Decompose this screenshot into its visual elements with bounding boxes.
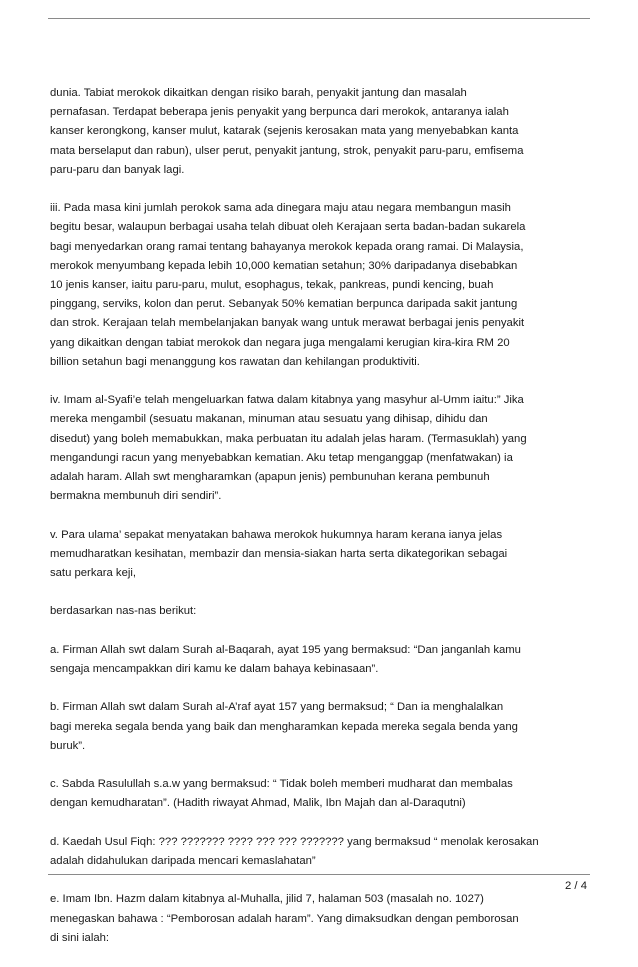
page-number: 2 / 4 bbox=[565, 880, 587, 892]
text-line: pinggang, serviks, kolon dan perut. Sebanyak 50% kematian berpunca daripada sakit jantung bbox=[50, 298, 518, 311]
paragraph-1 bbox=[50, 84, 590, 180]
text-line: billion setahun bagi menanggung kos rawatan dan kehilangan produktiviti. bbox=[50, 355, 420, 368]
text-line: merokok menyumbang kepada lebih 10,000 kematian setahun; 30% daripadanya disebabkan bbox=[50, 259, 518, 272]
text-line: mata berselaput dan rabun), ulser perut, penyakit jantung, strok, penyakit paru-paru, emfisema bbox=[50, 144, 524, 157]
text-line: iv. Imam al-Syafi’e telah mengeluarkan fatwa dalam kitabnya yang masyhur al-Umm iaitu:” Jika bbox=[50, 394, 524, 407]
text-line: b. Firman Allah swt dalam Surah al-A’raf ayat 157 yang bermaksud; “ Dan ia menghalalkan bbox=[50, 701, 504, 714]
text-line: memudharatkan kesihatan, membazir dan mensia-siakan harta serta dikategorikan sebagai bbox=[50, 547, 508, 560]
text-line: paru-paru dan banyak lagi. bbox=[50, 163, 185, 176]
document-body bbox=[50, 84, 590, 967]
text-line: v. Para ulama’ sepakat menyatakan bahawa merokok hukumnya haram kerana ianya jelas bbox=[50, 528, 503, 541]
paragraph-5 bbox=[50, 602, 590, 621]
text-line: adalah didahulukan daripada mencari kemaslahatan” bbox=[50, 855, 316, 867]
text-line: yang dikaitkan dengan tabiat merokok dan negara juga mengalami kerugian kira-kira RM 20 bbox=[50, 336, 510, 349]
header-rule bbox=[48, 18, 590, 19]
text-line: disedut) yang boleh memabukkan, maka perbuatan itu adalah jelas haram. (Termasuklah) yang bbox=[50, 432, 527, 445]
text-line: bagi mereka segala benda yang baik dan mengharamkan kepada mereka segala benda yang bbox=[50, 720, 518, 733]
text-line: bagi menyedarkan orang ramai tentang bahayanya merokok kepada orang ramai. Di Malaysia, bbox=[50, 240, 524, 253]
text-line: c. Sabda Rasulullah s.a.w yang bermaksud: “ Tidak boleh memberi mudharat dan membalas bbox=[50, 778, 513, 791]
text-line: buruk”. bbox=[50, 739, 86, 752]
paragraph-3 bbox=[50, 391, 590, 506]
text-line: 10 jenis kanser, iaitu paru-paru, mulut, esophagus, tekak, pankreas, pundi kencing, buah bbox=[50, 279, 494, 292]
paragraph-7 bbox=[50, 698, 590, 756]
text-line: mengandungi racun yang menyebabkan kematian. Aku tetap menganggap (menfatwakan) ia bbox=[50, 451, 513, 464]
text-line: satu perkara keji, bbox=[50, 567, 137, 580]
text-line: dunia. Tabiat merokok dikaitkan dengan risiko barah, penyakit jantung dan masalah bbox=[50, 87, 467, 99]
paragraph-2 bbox=[50, 199, 590, 372]
text-line: menegaskan bahawa : “Pemborosan adalah haram”. Yang dimaksudkan dengan pemborosan bbox=[50, 912, 519, 925]
footer-rule bbox=[48, 874, 590, 875]
paragraph-4 bbox=[50, 526, 590, 584]
text-line: berdasarkan nas-nas berikut: bbox=[50, 605, 197, 618]
paragraph-6 bbox=[50, 641, 590, 679]
paragraph-9 bbox=[50, 833, 590, 871]
text-line: kanser kerongkong, kanser mulut, katarak (sejenis kerosakan mata yang menyebabkan kanta bbox=[50, 125, 519, 138]
text-line: adalah haram. Allah swt mengharamkan (apapun jenis) pembunuhan kerana pembunuh bbox=[50, 471, 490, 484]
text-line: begitu besar, walaupun berbagai usaha telah dibuat oleh Kerajaan serta badan-badan sukarela bbox=[50, 221, 526, 234]
text-line: bermakna membunuh diri sendiri”. bbox=[50, 490, 222, 503]
paragraph-8 bbox=[50, 775, 590, 813]
text-line: iii. Pada masa kini jumlah perokok sama ada dinegara maju atau negara membangun masih bbox=[50, 202, 511, 215]
text-line: e. Imam Ibn. Hazm dalam kitabnya al-Muhalla, jilid 7, halaman 503 (masalah no. 1027) bbox=[50, 893, 484, 906]
text-line: mereka mengambil (sesuatu makanan, minuman atau sesuatu yang dihisap, dihidu dan bbox=[50, 413, 488, 426]
text-line: di sini ialah: bbox=[50, 931, 110, 944]
text-line: sengaja mencampakkan diri kamu ke dalam bahaya kebinasaan”. bbox=[50, 663, 379, 676]
text-line: d. Kaedah Usul Fiqh: ??? ??????? ???? ??? ??? ??????? yang bermaksud “ menolak kerosakan bbox=[50, 835, 539, 848]
text-line: dengan kemudharatan”. (Hadith riwayat Ahmad, Malik, Ibn Majah dan al-Daraqutni) bbox=[50, 797, 466, 810]
text-line: pernafasan. Terdapat beberapa jenis penyakit yang berpunca dari merokok, antaranya ialah bbox=[50, 106, 509, 119]
paragraph-10 bbox=[50, 890, 590, 948]
text-line: a. Firman Allah swt dalam Surah al-Baqarah, ayat 195 yang bermaksud: “Dan janganlah kamu bbox=[50, 643, 521, 656]
text-line: dan strok. Kerajaan telah membelanjakan banyak wang untuk merawat berbagai jenis penyakit bbox=[50, 317, 525, 330]
